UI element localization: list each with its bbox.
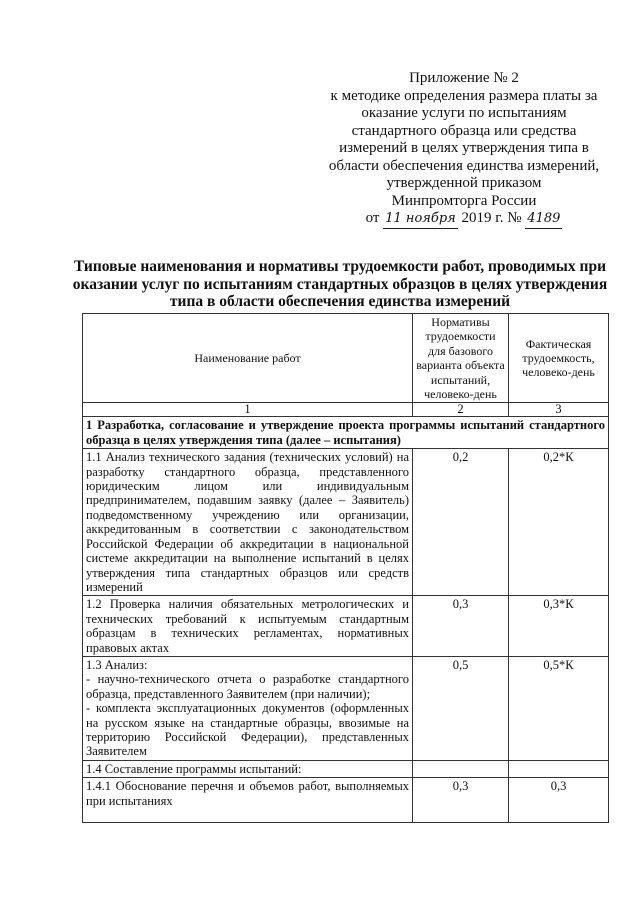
table-row	[83, 760, 609, 777]
header-norm: Нормативы трудоемкости для базового варианта объекта испытаний, человеко-день	[413, 314, 509, 403]
appendix-line: оказание услуги по испытаниям	[361, 105, 567, 121]
handwritten-date: 11 ноября	[383, 210, 458, 229]
appendix-line: Минпромторга России	[391, 192, 537, 209]
work-name-line: 1.3 Анализ:	[86, 657, 148, 672]
column-number-row	[83, 403, 609, 417]
header-actual: Фактическая трудоемкость, человеко-день	[509, 314, 609, 403]
actual-cell: 0,3*К	[509, 596, 609, 657]
appendix-line: измерений в целях утверждения типа в	[339, 140, 589, 156]
actual-cell: 0,2*К	[509, 449, 609, 596]
document-title: Типовые наименования и нормативы трудоемкости работ, проводимых при оказании услуг по испытаниям стандартных образцов в целях утверждения типа в области обеспечения единства измерений	[72, 258, 608, 310]
appendix-line: стандартного образца или средства	[351, 122, 577, 139]
handwritten-number: 4189	[525, 210, 562, 229]
labor-norms-table	[82, 313, 609, 823]
actual-cell	[509, 760, 609, 777]
work-name-cell: 1.4 Составление программы испытаний:	[83, 760, 413, 777]
norm-cell: 0,2	[413, 449, 509, 596]
appendix-header	[318, 70, 610, 229]
work-name-cell: 1.2 Проверка наличия обязательных метрологических и технических требований к испытуемым стандартным образцам в технических регламентах, нормативных правовых актах	[83, 596, 413, 657]
appendix-date-line	[318, 210, 610, 229]
work-name-cell	[83, 656, 413, 760]
table-row	[83, 596, 609, 657]
table-row	[83, 778, 609, 823]
work-name-line: - научно-технического отчета о разработке стандартного образца, представленного Заявителем (при наличии);	[86, 672, 409, 701]
section-row	[83, 417, 609, 449]
work-name-cell: 1.1 Анализ технического задания (технических условий) на разработку стандартного образца, представленного юридическим лицом или индивидуальным предпринимателем, подавшим заявку (далее – Заявитель) подведомственному учреждению или организации, аккредитованным в соответствии с законодательством Российской Федерации об аккредитации в национальной системе аккредитации на выполнение испытаний в целях утверждения типа стандартных образцов или средств измерений	[83, 449, 413, 596]
column-number: 1	[83, 403, 413, 417]
norm-cell: 0,3	[413, 778, 509, 823]
table-row	[83, 449, 609, 596]
appendix-line: Приложение № 2	[409, 70, 519, 86]
header-work-name: Наименование работ	[83, 314, 413, 403]
appendix-line: утвержденной приказом	[386, 175, 542, 191]
table-header-row	[83, 314, 609, 403]
norm-cell	[413, 760, 509, 777]
actual-cell: 0,3	[509, 778, 609, 823]
appendix-line: к методике определения размера платы за	[330, 87, 598, 104]
appendix-line: области обеспечения единства измерений,	[328, 157, 600, 174]
column-number: 2	[413, 403, 509, 417]
column-number: 3	[509, 403, 609, 417]
work-name-line: - комплекта эксплуатационных документов (оформленных на русском языке на стандартные образцы, ввозимые на территорию Российской Федерации), представленных Заявителем	[86, 701, 409, 759]
table-row	[83, 656, 609, 760]
work-name-cell: 1.4.1 Обоснование перечня и объемов работ, выполняемых при испытаниях	[83, 778, 413, 823]
date-prefix: от	[365, 210, 380, 226]
norm-cell: 0,3	[413, 596, 509, 657]
actual-cell: 0,5*К	[509, 656, 609, 760]
year-text: 2019 г. №	[461, 210, 522, 226]
norm-cell: 0,5	[413, 656, 509, 760]
section-1-heading: 1 Разработка, согласование и утверждение проекта программы испытаний стандартного образца в целях утверждения типа (далее – испытания)	[83, 417, 609, 449]
